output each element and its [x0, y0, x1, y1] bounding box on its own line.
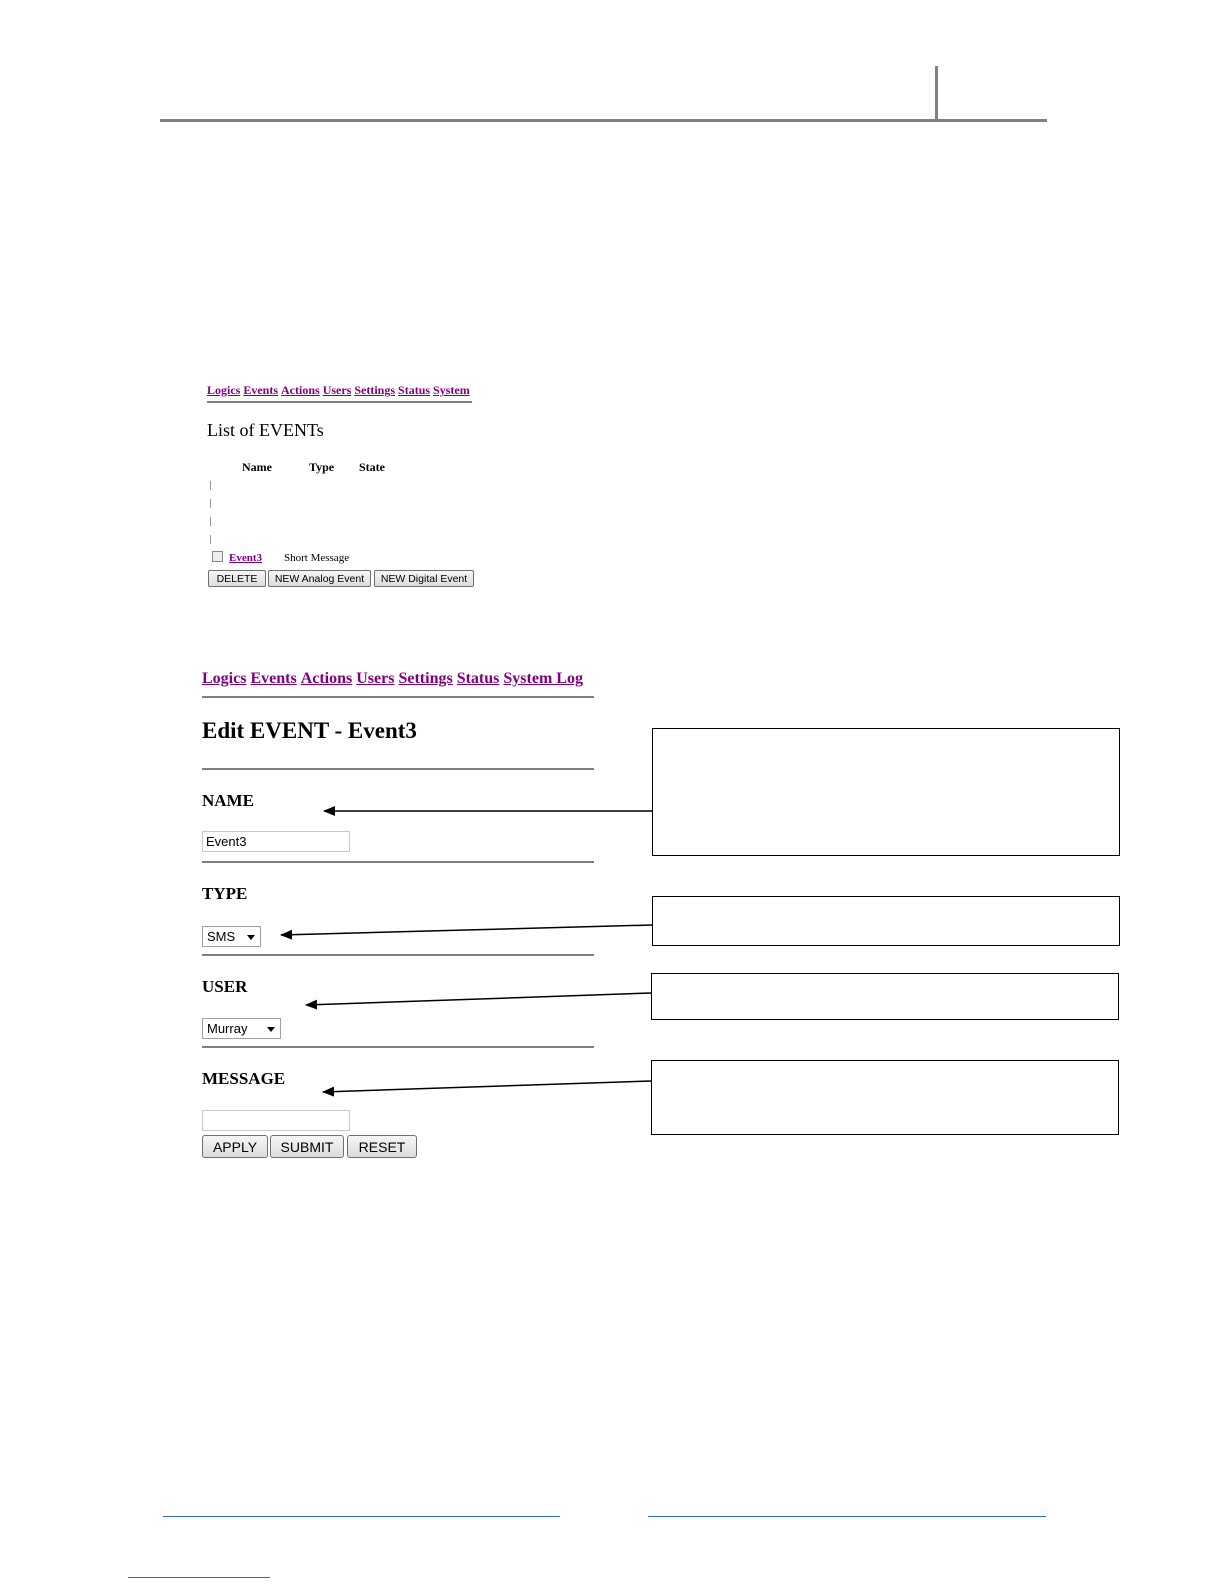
type-arrow [281, 925, 652, 935]
delete-button[interactable]: DELETE [208, 570, 266, 587]
new-analog-event-button[interactable]: NEW Analog Event [268, 570, 371, 587]
column-header-type: Type [309, 460, 335, 474]
submit-button[interactable]: SUBMIT [270, 1135, 344, 1158]
event-type-cell: Short Message [284, 552, 350, 564]
nav-link-settings[interactable]: Settings [398, 670, 453, 687]
nav-link-users[interactable]: Users [322, 383, 352, 397]
nav-link-events[interactable]: Events [243, 383, 279, 397]
user-arrow [306, 993, 651, 1005]
nav-link-users[interactable]: Users [356, 670, 395, 687]
nav-link-settings[interactable]: Settings [354, 383, 396, 397]
nav-link-actions[interactable]: Actions [300, 670, 353, 687]
name-label: NAME [202, 791, 254, 810]
edit-event-title: Edit EVENT - Event3 [202, 718, 417, 743]
message-label: MESSAGE [202, 1069, 286, 1088]
nav-link-status[interactable]: Status [398, 383, 431, 397]
column-header-name: Name [242, 460, 272, 474]
user-label: USER [202, 977, 248, 996]
new-digital-event-button[interactable]: NEW Digital Event [374, 570, 474, 587]
footnote-rule [128, 1577, 270, 1578]
reset-button[interactable]: RESET [347, 1135, 417, 1158]
nav-link-logics[interactable]: Logics [202, 670, 247, 687]
nav-link-status[interactable]: Status [456, 670, 500, 687]
type-label: TYPE [202, 884, 248, 903]
nav-link-system[interactable]: System [433, 383, 470, 397]
nav-link-events[interactable]: Events [250, 670, 297, 687]
event-list-title: List of EVENTs [207, 420, 324, 440]
apply-button[interactable]: APPLY [202, 1135, 268, 1158]
footer-rule-left [163, 1516, 560, 1517]
message-arrow [323, 1081, 651, 1092]
footer-rule-right [648, 1516, 1046, 1517]
user-selected-value: Murray [207, 1021, 248, 1036]
type-selected-value: SMS [207, 929, 236, 944]
event-name-link[interactable]: Event3 [229, 552, 262, 564]
column-header-state: State [359, 460, 385, 474]
nav-link-logics[interactable]: Logics [207, 383, 241, 397]
nav-link-system-log[interactable]: System Log [503, 670, 583, 687]
nav-link-actions[interactable]: Actions [281, 383, 320, 397]
